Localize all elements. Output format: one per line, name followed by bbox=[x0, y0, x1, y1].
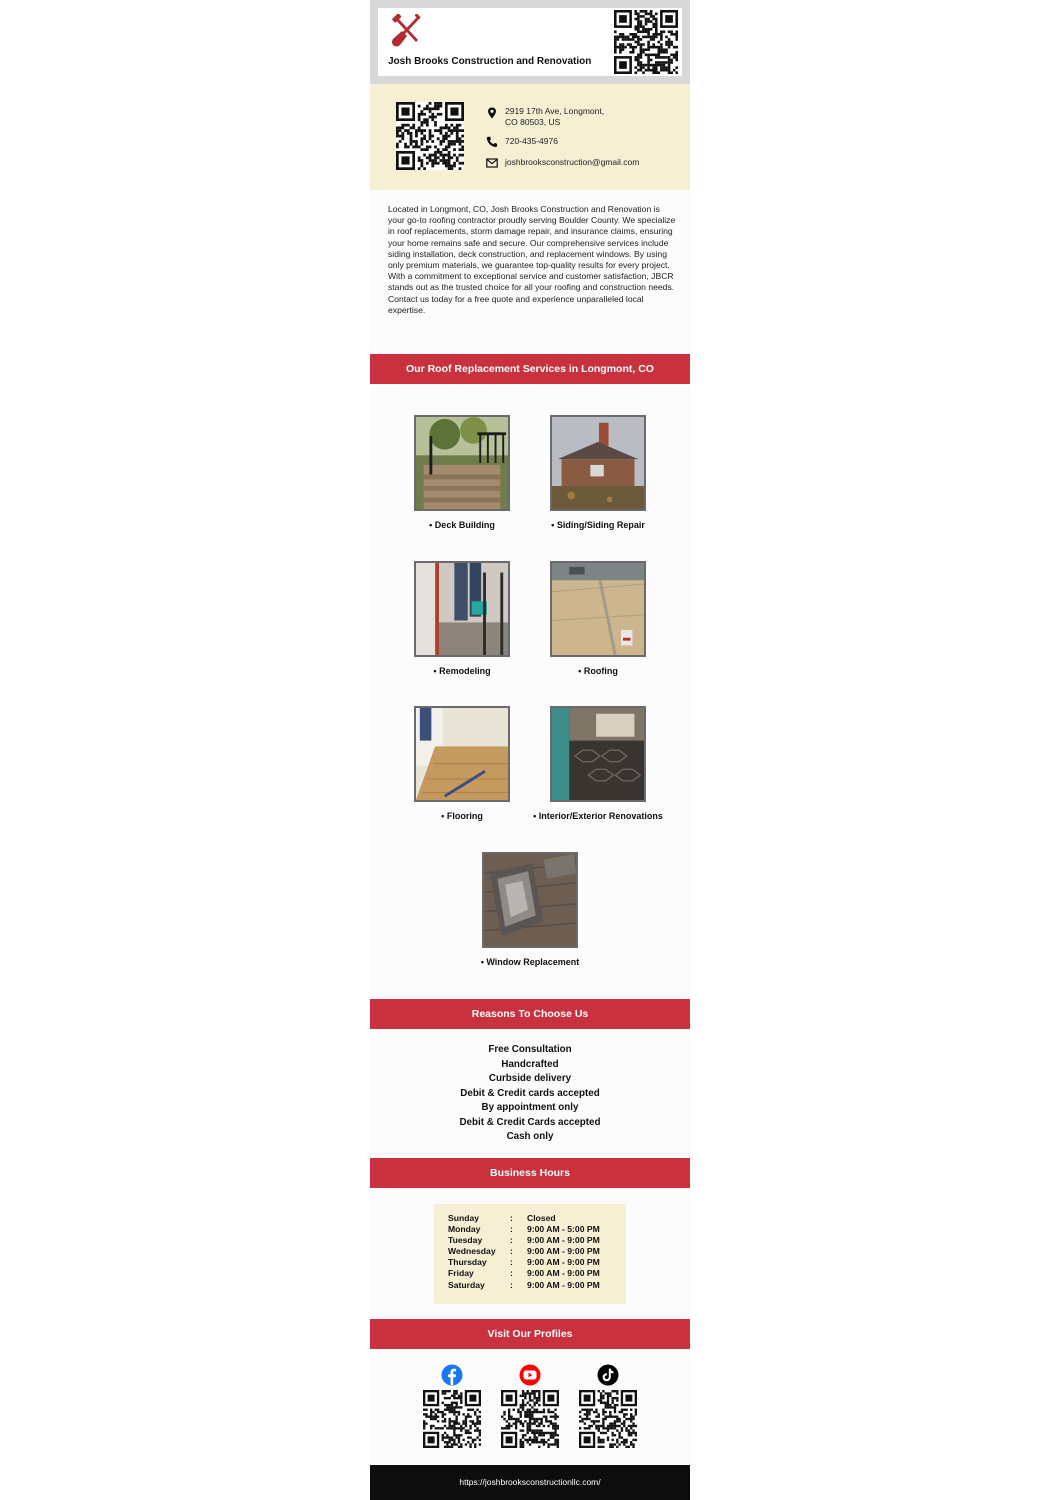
hours-row bbox=[448, 1224, 600, 1235]
separator: : bbox=[510, 1257, 513, 1268]
separator: : bbox=[510, 1235, 513, 1246]
time: Closed bbox=[527, 1213, 556, 1223]
hours-table bbox=[448, 1213, 600, 1291]
service-window-replacement bbox=[480, 852, 580, 967]
day: Sunday bbox=[448, 1213, 480, 1223]
service-label: • Interior/Exterior Renovations bbox=[533, 811, 663, 821]
separator: : bbox=[510, 1213, 513, 1223]
time: 9:00 AM - 9:00 PM bbox=[527, 1268, 600, 1279]
separator: : bbox=[510, 1224, 513, 1235]
day: Tuesday bbox=[448, 1235, 483, 1246]
siding-photo bbox=[550, 415, 646, 511]
service-label: • Flooring bbox=[441, 811, 483, 821]
business-name: Josh Brooks Construction and Renovation bbox=[388, 56, 592, 67]
service-label: • Deck Building bbox=[429, 520, 495, 530]
time: 9:00 AM - 5:00 PM bbox=[527, 1224, 600, 1235]
envelope-icon bbox=[486, 157, 498, 169]
service-label: • Window Replacement bbox=[480, 957, 580, 967]
website-link[interactable]: https://joshbrooksconstructionllc.com/ bbox=[459, 1477, 601, 1487]
service-label: • Remodeling bbox=[433, 666, 491, 676]
reason-item: Curbside delivery bbox=[488, 1073, 572, 1084]
separator: : bbox=[510, 1279, 513, 1290]
renovations-photo bbox=[550, 706, 646, 802]
address bbox=[486, 106, 604, 128]
deck-building-photo bbox=[414, 415, 510, 511]
tiktok-qr-code[interactable] bbox=[579, 1390, 637, 1448]
separator: : bbox=[510, 1246, 513, 1257]
map-pin-icon bbox=[486, 107, 498, 119]
hours-heading: Business Hours bbox=[370, 1158, 690, 1188]
service-siding bbox=[550, 415, 646, 530]
window-replacement-photo bbox=[482, 852, 578, 948]
day: Monday bbox=[448, 1224, 481, 1235]
roofing-photo bbox=[550, 561, 646, 657]
facebook-profile[interactable] bbox=[422, 1364, 482, 1448]
about-paragraph: Located in Longmont, CO, Josh Brooks Construction and Renovation is your go-to roofing contractor proudly serving Boulder County. We specialize in roof replacements, storm damage repair, and insurance claims, ensuring your home remains safe and secure. Our comprehensive services include siding installation, deck construction, and replacement windows. By using only premium materials, we guarantee top-quality results for every project. With a commitment to exceptional service and customer satisfaction, JBCR stands out as the trusted choice for all your roofing and construction needs. Contact us today for a free quote and experience unparalleled local expertise. bbox=[388, 204, 676, 315]
hours-row bbox=[448, 1280, 600, 1291]
services-heading: Our Roof Replacement Services in Longmont, CO bbox=[370, 354, 690, 384]
phone-number: 720-435-4976 bbox=[505, 136, 558, 146]
header bbox=[370, 0, 690, 84]
facebook-icon[interactable] bbox=[441, 1364, 463, 1386]
tiktok-icon[interactable] bbox=[597, 1364, 619, 1386]
day: Wednesday bbox=[448, 1246, 496, 1257]
remodeling-photo bbox=[414, 561, 510, 657]
reason-item: Free Consultation bbox=[488, 1044, 572, 1055]
reasons-list bbox=[370, 1043, 690, 1145]
reason-item: Cash only bbox=[506, 1131, 554, 1142]
footer bbox=[370, 1465, 690, 1500]
profiles-heading: Visit Our Profiles bbox=[370, 1319, 690, 1349]
time: 9:00 AM - 9:00 PM bbox=[527, 1235, 600, 1246]
email-address: joshbrooksconstruction@gmail.com bbox=[505, 157, 640, 167]
reason-item: Debit & Credit cards accepted bbox=[460, 1087, 600, 1099]
hours-row bbox=[448, 1235, 600, 1246]
address-line1: 2919 17th Ave, Longmont, bbox=[505, 106, 605, 116]
reasons-heading: Reasons To Choose Us bbox=[370, 999, 690, 1029]
youtube-qr-code[interactable] bbox=[501, 1390, 559, 1448]
facebook-qr-code[interactable] bbox=[423, 1390, 481, 1448]
hours-row bbox=[448, 1257, 600, 1268]
time: 9:00 AM - 9:00 PM bbox=[527, 1279, 600, 1290]
service-roofing bbox=[550, 561, 646, 676]
service-label: • Siding/Siding Repair bbox=[551, 520, 645, 530]
contact-qr-code[interactable] bbox=[396, 102, 464, 170]
hours-row bbox=[448, 1246, 600, 1257]
hours-row bbox=[448, 1268, 600, 1279]
phone-icon bbox=[486, 136, 498, 148]
header-card bbox=[378, 8, 682, 76]
time: 9:00 AM - 9:00 PM bbox=[527, 1246, 600, 1257]
time: 9:00 AM - 9:00 PM bbox=[527, 1257, 600, 1268]
separator: : bbox=[510, 1268, 513, 1279]
reason-item: Handcrafted bbox=[501, 1058, 559, 1070]
business-hours-box bbox=[434, 1204, 626, 1304]
phone[interactable] bbox=[486, 136, 558, 147]
service-deck-building bbox=[414, 415, 510, 530]
youtube-icon[interactable] bbox=[519, 1364, 541, 1386]
service-renovations bbox=[533, 706, 663, 821]
service-label: • Roofing bbox=[578, 666, 618, 676]
contact-section bbox=[370, 84, 690, 190]
reason-item: By appointment only bbox=[481, 1102, 579, 1113]
youtube-profile[interactable] bbox=[500, 1364, 560, 1448]
email[interactable] bbox=[486, 157, 639, 168]
address-line2: CO 80503, US bbox=[505, 117, 561, 127]
shovel-hammer-logo-icon bbox=[388, 14, 424, 50]
flyer-page bbox=[370, 0, 690, 1500]
day: Friday bbox=[448, 1268, 474, 1279]
day: Thursday bbox=[448, 1257, 487, 1268]
reason-item: Debit & Credit Cards accepted bbox=[459, 1116, 601, 1128]
service-flooring bbox=[414, 706, 510, 821]
flooring-photo bbox=[414, 706, 510, 802]
header-qr-code[interactable] bbox=[614, 10, 678, 74]
tiktok-profile[interactable] bbox=[578, 1364, 638, 1448]
service-remodeling bbox=[414, 561, 510, 676]
hours-row bbox=[448, 1213, 600, 1224]
day: Saturday bbox=[448, 1279, 485, 1290]
